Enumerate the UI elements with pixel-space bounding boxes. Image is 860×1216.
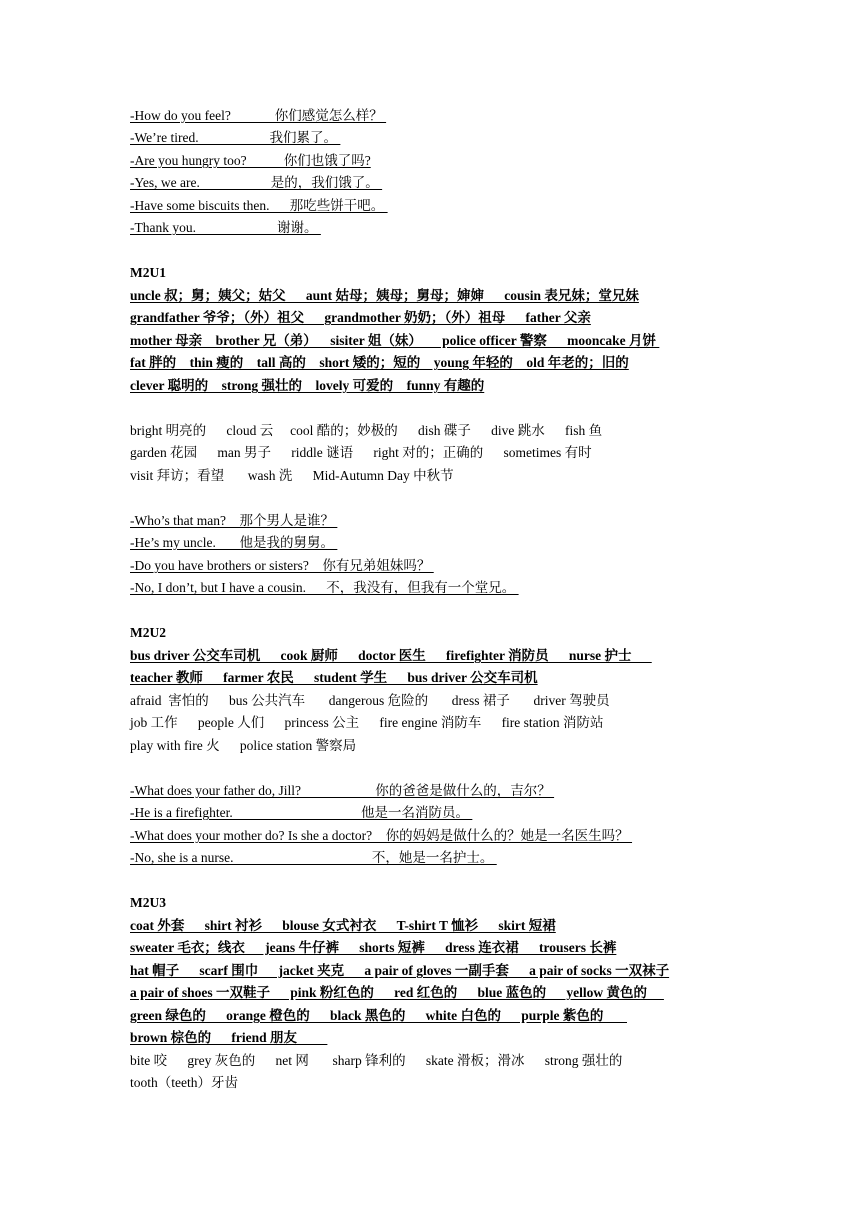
vocab-line: job 工作 people 人们 princess 公主 fire engine 消防车 fire station 消防站 [130, 715, 604, 730]
dialog-line: -Thank you. 谢谢。 [130, 220, 321, 235]
dialog-line: -Yes, we are. 是的，我们饿了。 [130, 175, 383, 190]
vocab-line-bold: coat 外套 shirt 衬衫 blouse 女式衬衣 T-shirt T 恤衫 skirt 短裙 [130, 918, 556, 933]
vocab-line-bold: hat 帽子 scarf 围巾 jacket 夹克 a pair of gloves 一副手套 a pair of socks 一双袜子 [130, 963, 670, 978]
dialog-line: -He’s my uncle. 他是我的舅舅。 [130, 535, 338, 550]
dialog-line: -Do you have brothers or sisters? 你有兄弟姐妹吗？ [130, 558, 434, 573]
vocab-line-bold: mother 母亲 brother 兄（弟） sisiter 姐（妹） police officer 警察 mooncake 月饼 [130, 333, 660, 348]
vocab-line-bold: clever 聪明的 strong 强壮的 lovely 可爱的 funny 有趣的 [130, 378, 485, 393]
vocab-line-bold: teacher 教师 farmer 农民 student 学生 bus driver 公交车司机 [130, 670, 538, 685]
dialog-line: -What does your father do, Jill? 你的爸爸是做什么的，吉尔？ [130, 783, 555, 798]
vocab-line-bold: grandfather 爷爷；（外）祖父 grandmother 奶奶；（外）祖母 father 父亲 [130, 310, 591, 325]
section-heading: M2U1 [130, 265, 166, 280]
vocab-line: bite 咬 grey 灰色的 net 网 sharp 锋利的 skate 滑板；滑冰 strong 强壮的 [130, 1053, 623, 1068]
dialog-line: -We’re tired. 我们累了。 [130, 130, 341, 145]
dialog-line: -Who’s that man? 那个男人是谁？ [130, 513, 338, 528]
vocab-line: visit 拜访；看望 wash 洗 Mid-Autumn Day 中秋节 [130, 468, 454, 483]
dialog-line: -No, she is a nurse. 不，她是一名护士。 [130, 850, 497, 865]
vocab-line: tooth（teeth）牙齿 [130, 1075, 238, 1090]
section-heading: M2U2 [130, 625, 166, 640]
dialog-line: -No, I don’t, but I have a cousin. 不，我没有，但我有一个堂兄。 [130, 580, 519, 595]
vocab-line: garden 花园 man 男子 riddle 谜语 right 对的；正确的 sometimes 有时 [130, 445, 592, 460]
vocab-line-bold: bus driver 公交车司机 cook 厨师 doctor 医生 firefighter 消防员 nurse 护士 [130, 648, 652, 663]
vocab-line: play with fire 火 police station 警察局 [130, 738, 357, 753]
vocab-line-bold: green 绿色的 orange 橙色的 black 黑色的 white 白色的 purple 紫色的 [130, 1008, 627, 1023]
section-heading: M2U3 [130, 895, 166, 910]
dialog-line: -Have some biscuits then. 那吃些饼干吧。 [130, 198, 388, 213]
vocab-line: afraid 害怕的 bus 公共汽车 dangerous 危险的 dress 裙子 driver 驾驶员 [130, 693, 610, 708]
vocab-line: bright 明亮的 cloud 云 cool 酷的；妙极的 dish 碟子 dive 跳水 fish 鱼 [130, 423, 603, 438]
vocab-line-bold: brown 棕色的 friend 朋友 [130, 1030, 328, 1045]
dialog-line: -Are you hungry too? 你们也饿了吗? [130, 153, 371, 168]
vocab-line-bold: fat 胖的 thin 瘦的 tall 高的 short 矮的；短的 young 年轻的 old 年老的；旧的 [130, 355, 629, 370]
vocab-line-bold: sweater 毛衣；线衣 jeans 牛仔裤 shorts 短裤 dress 连衣裙 trousers 长裤 [130, 940, 617, 955]
dialog-line: -He is a firefighter. 他是一名消防员。 [130, 805, 473, 820]
vocab-line-bold: uncle 叔；舅；姨父；姑父 aunt 姑母；姨母；舅母；婶婶 cousin 表兄妹；堂兄妹 [130, 288, 639, 303]
vocab-line-bold: a pair of shoes 一双鞋子 pink 粉红色的 red 红色的 blue 蓝色的 yellow 黄色的 [130, 985, 664, 1000]
dialog-line: -What does your mother do? Is she a doctor? 你的妈妈是做什么的？她是一名医生吗？ [130, 828, 633, 843]
dialog-line: -How do you feel? 你们感觉怎么样？ [130, 108, 387, 123]
